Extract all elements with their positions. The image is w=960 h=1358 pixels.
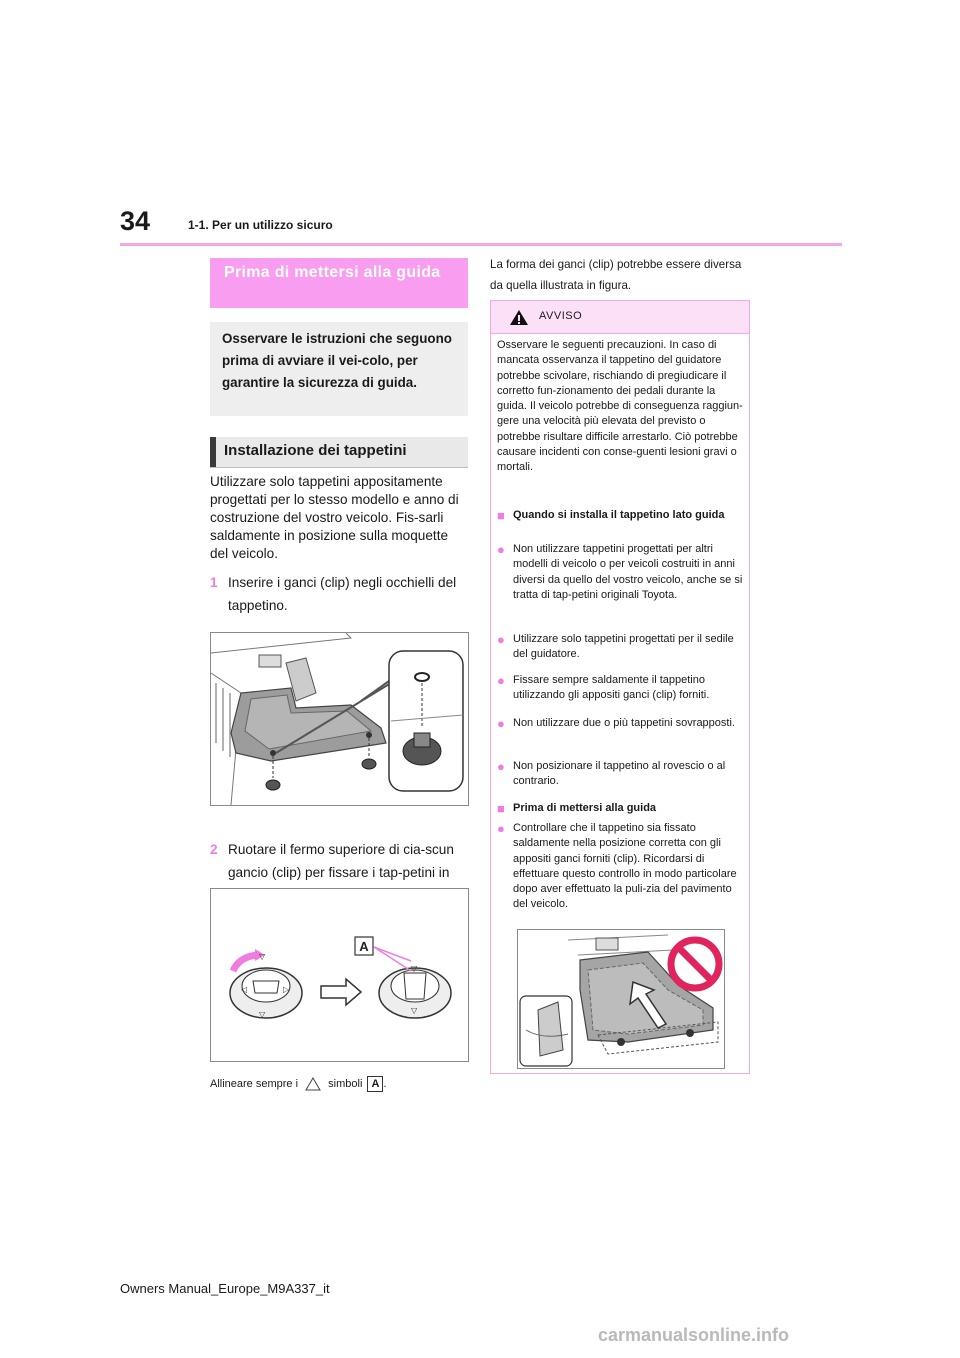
heading-bar bbox=[210, 437, 216, 467]
warning-triangle-icon bbox=[509, 309, 529, 326]
section-heading-before-driving bbox=[210, 258, 468, 308]
caption-text-end: . bbox=[383, 1077, 387, 1090]
circle-bullet-icon: ● bbox=[497, 542, 505, 557]
list-item-text: Non utilizzare due o più tappetini sovrapposti. bbox=[513, 717, 735, 729]
caption-text-before: Allineare sempre i bbox=[210, 1077, 299, 1090]
triangle-symbol-icon bbox=[305, 1077, 321, 1091]
step-number: 2 bbox=[210, 842, 218, 857]
section1-title: Quando si installa il tappetino lato guida bbox=[513, 509, 725, 521]
circle-bullet-icon: ● bbox=[497, 632, 505, 647]
list-item-text: Controllare che il tappetino sia fissato saldamente nella posizione corretta con gli appositi ganci forniti (clip). Ricordarsi di effettuare questo controllo in modo particolare dopo aver effettuato la puli-zia del pavimento del veicolo. bbox=[513, 822, 737, 911]
list-item-text: Utilizzare solo tappetini progettati per il sedile del guidatore. bbox=[513, 633, 734, 661]
clip-shape-note: La forma dei ganci (clip) potrebbe essere diversa da quella illustrata in figura. bbox=[490, 258, 742, 292]
step-number: 1 bbox=[210, 575, 218, 590]
warning-intro: Osservare le seguenti precauzioni. In caso di mancata osservanza il tappetino del guidatore potrebbe scivolare, rischiando di pregiudicare il corretto fun-zionamento dei pedali durante la guida. Il veicolo potrebbe di conseguenza raggiun-gere una velocità più elevata del previsto o potrebbe risultare difficile arrestarlo. Ciò potrebbe causare incidenti con conse-guenti lesioni gravi o mortali. bbox=[497, 339, 743, 474]
svg-text:▽: ▽ bbox=[411, 964, 418, 973]
warning-header bbox=[491, 301, 749, 334]
chapter-title: 1-1. Per un utilizzo sicuro bbox=[188, 218, 333, 232]
step-text: Inserire i ganci (clip) negli occhielli del tappetino. bbox=[228, 575, 457, 613]
list-item-text: Fissare sempre saldamente il tappetino utilizzando gli appositi ganci (clip) forniti. bbox=[513, 674, 710, 702]
figure-prohibited-mat bbox=[517, 929, 725, 1069]
mat-clip-illustration bbox=[211, 633, 468, 805]
header-rule bbox=[120, 243, 842, 246]
section-heading-text: Prima di mettersi alla guida bbox=[224, 264, 441, 281]
circle-bullet-icon: ● bbox=[497, 759, 505, 774]
step-text: Ruotare il fermo superiore di cia-scun gancio (clip) per fissare i tap-petini in bbox=[228, 842, 454, 880]
subsection-heading-mats bbox=[210, 437, 468, 468]
square-bullet-icon: ■ bbox=[497, 508, 505, 523]
warning-box bbox=[490, 300, 750, 1074]
caption-text-middle: simboli bbox=[328, 1077, 363, 1090]
figure-caption bbox=[210, 1076, 387, 1092]
circle-bullet-icon: ● bbox=[497, 716, 505, 731]
figure-insert-clips bbox=[210, 632, 469, 806]
intro-box bbox=[210, 322, 468, 416]
svg-text:▽: ▽ bbox=[259, 952, 266, 961]
circle-bullet-icon: ● bbox=[497, 673, 505, 688]
caption-label-a: A bbox=[367, 1076, 383, 1092]
page-number: 34 bbox=[120, 206, 151, 236]
warning-title: AVVISO bbox=[539, 310, 583, 322]
intro-text: Osservare le istruzioni che seguono prima di avviare il vei-colo, per garantire la sicurezza di guida. bbox=[222, 331, 452, 390]
svg-text:▷: ▷ bbox=[283, 985, 290, 994]
section2-title: Prima di mettersi alla guida bbox=[513, 802, 657, 814]
subsection-heading-text: Installazione dei tappetini bbox=[224, 442, 407, 459]
list-item-text: Non posizionare il tappetino al rovescio o al contrario. bbox=[513, 760, 726, 788]
svg-text:▽: ▽ bbox=[411, 1006, 418, 1015]
clip-rotation-illustration bbox=[211, 889, 468, 1061]
list-item-text: Non utilizzare tappetini progettati per altri modelli di veicolo o per veicoli costruiti in anni diversi da quello del vostro veicolo, anche se si tratta di tap-petini originali Toyota. bbox=[513, 543, 743, 601]
mats-paragraph: Utilizzare solo tappetini appositamente progettati per lo stesso modello e anno di costruzione del vostro veicolo. Fis-sarli saldamente in posizione sulla moquette del veicolo. bbox=[210, 474, 459, 561]
svg-text:◁: ◁ bbox=[241, 985, 248, 994]
watermark: carmanualsonline.info bbox=[598, 1325, 790, 1345]
prohibited-mat-illustration bbox=[518, 930, 724, 1068]
square-bullet-icon: ■ bbox=[497, 801, 505, 816]
figure-label-a: A bbox=[359, 939, 369, 954]
figure-rotate-clips bbox=[210, 888, 469, 1062]
svg-text:▽: ▽ bbox=[259, 1010, 266, 1019]
footer-text: Owners Manual_Europe_M9A337_it bbox=[120, 1281, 330, 1296]
circle-bullet-icon: ● bbox=[497, 821, 505, 836]
